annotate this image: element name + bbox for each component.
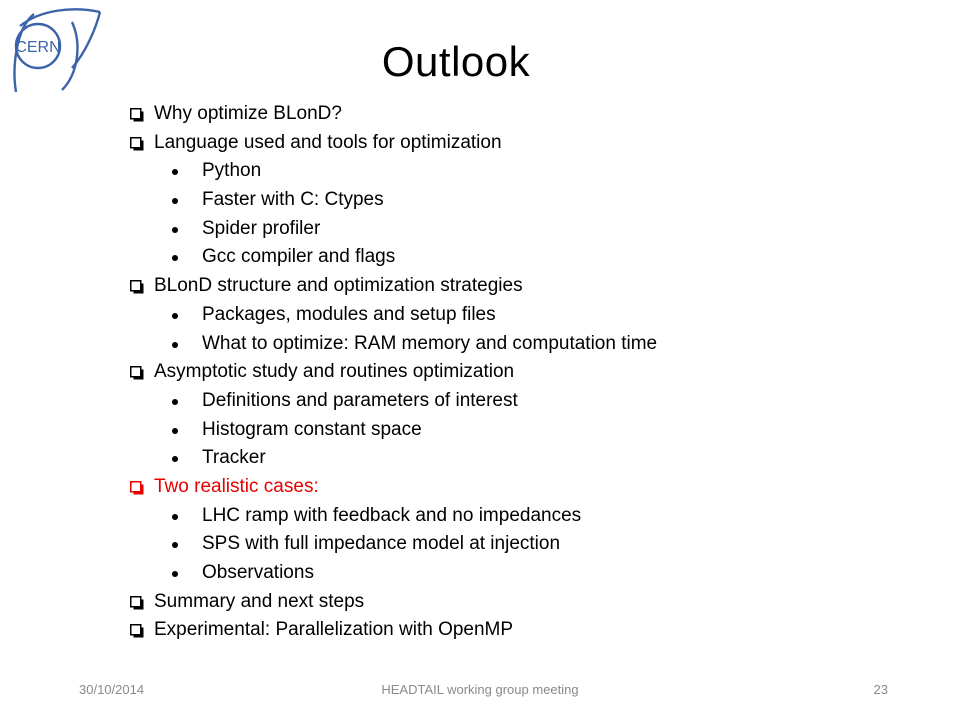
outline-subitem [129, 502, 657, 531]
outline-item-text: Asymptotic study and routines optimization [154, 361, 515, 383]
outline-subitem [129, 559, 657, 588]
outline-item-text: What to optimize: RAM memory and computation time [202, 332, 658, 354]
outline-item [129, 358, 657, 387]
outline-item-text: Two realistic cases: [154, 475, 319, 497]
outline-item [129, 588, 657, 617]
outline-subitem [129, 301, 657, 330]
outline-item-text: Tracker [202, 447, 266, 469]
outline-list [129, 100, 657, 645]
footer-date: 30/10/2014 [79, 682, 145, 697]
outline-item [129, 473, 657, 502]
outline-item-text: Spider profiler [202, 217, 321, 239]
outline-item-text: Language used and tools for optimization [154, 131, 502, 153]
outline-item-text: Python [202, 160, 262, 182]
outline-subitem [129, 243, 657, 272]
cern-logo-text: CERN [15, 39, 61, 56]
outline-item-text: Faster with C: Ctypes [202, 189, 384, 211]
outline-item-text: Summary and next steps [154, 590, 365, 612]
outline-subitem [129, 215, 657, 244]
outline-item-text: Observations [202, 562, 314, 583]
footer-page-number: 23 [873, 682, 888, 697]
outline-item-text: Why optimize BLonD? [154, 103, 342, 124]
outline-item-text: BLonD structure and optimization strategies [154, 275, 523, 297]
outline-subitem [129, 416, 657, 445]
outline-subitem [129, 186, 657, 215]
outline-item [129, 616, 657, 645]
outline-item-text: LHC ramp with feedback and no impedances [202, 504, 582, 526]
outline-item [129, 100, 657, 129]
outline-item-text: SPS with full impedance model at injection [202, 533, 561, 555]
outline-subitem [129, 387, 657, 416]
cern-logo-orbit-top [20, 9, 100, 26]
slide-title: Outlook [381, 38, 531, 85]
outline-item-text: Histogram constant space [202, 418, 422, 440]
outline-subitem [129, 330, 657, 359]
outline-item [129, 272, 657, 301]
outline-subitem [129, 444, 657, 473]
outline-item [129, 129, 657, 158]
footer-meeting-name: HEADTAIL working group meeting [381, 682, 579, 697]
outline-item-text: Packages, modules and setup files [202, 303, 496, 325]
outline-item-text: Gcc compiler and flags [202, 246, 396, 268]
outline-subitem [129, 157, 657, 186]
outline-subitem [129, 530, 657, 559]
outline-item-text: Definitions and parameters of interest [202, 389, 518, 411]
outline-item-text: Experimental: Parallelization with OpenMP [154, 619, 514, 641]
